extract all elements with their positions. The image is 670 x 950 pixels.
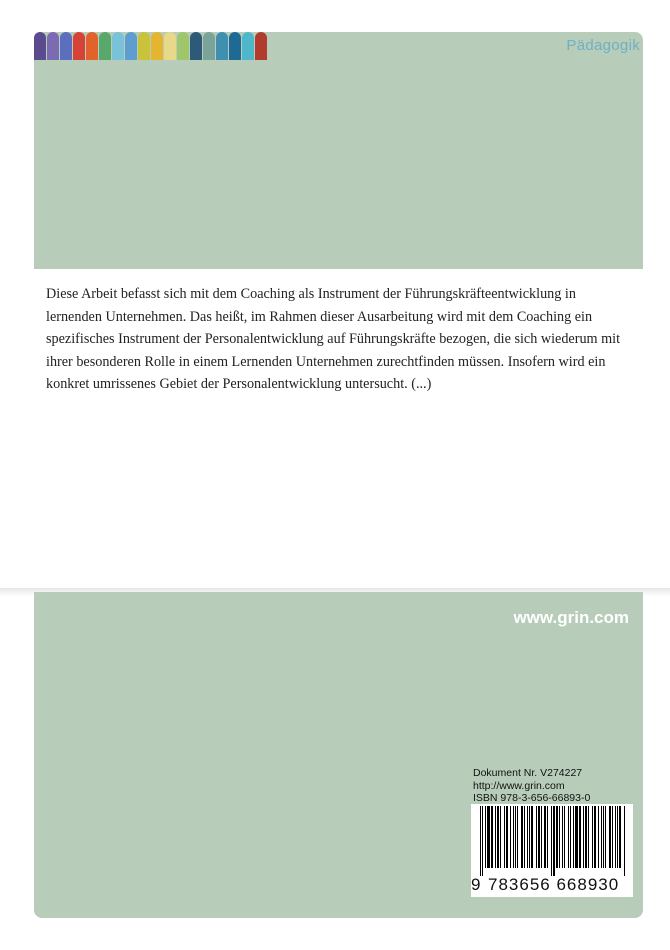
- barcode-bar: [547, 806, 548, 868]
- barcode-bar: [504, 806, 505, 868]
- document-info: [473, 767, 590, 805]
- barcode-bar: [598, 806, 599, 868]
- publisher-url: http://www.grin.com: [473, 779, 565, 792]
- barcode-bar: [487, 806, 490, 868]
- color-stripe: [73, 32, 85, 60]
- barcode-bar: [482, 806, 483, 876]
- color-stripe: [164, 32, 176, 60]
- color-stripe: [99, 32, 111, 60]
- barcode-bar: [573, 806, 574, 868]
- color-stripe: [47, 32, 59, 60]
- barcode-bar: [579, 806, 581, 868]
- barcode-bar: [497, 806, 499, 868]
- barcode-bar: [575, 806, 578, 868]
- color-stripe: [112, 32, 124, 60]
- color-stripe: [203, 32, 215, 60]
- barcode-bar: [531, 806, 533, 868]
- color-stripe: [60, 32, 72, 60]
- barcode-bar: [556, 806, 558, 868]
- barcode-bar: [538, 806, 540, 868]
- barcode-bar: [612, 806, 613, 868]
- color-stripe: [242, 32, 254, 60]
- barcode-bar: [592, 806, 593, 868]
- barcode-bar: [605, 806, 606, 868]
- barcode-bar: [485, 806, 486, 868]
- isbn: ISBN 978-3-656-66893-0: [473, 792, 591, 804]
- barcode-digits: 783656 668930: [488, 875, 620, 894]
- barcode-bar: [480, 806, 481, 876]
- barcode-bar: [551, 806, 552, 876]
- book-description: Diese Arbeit befasst sich mit dem Coaching als Instrument der Führungskräfteentwicklung in lernenden Unternehmen. Das heißt, im Rahmen dieser Ausarbeitung wird mit dem Coaching ein spezifisches Instrument der Personalentwicklung auf Führungskräfte bezogen, die sich wiederum mit ihrer besonderen Rolle in einem Lernenden Unternehmen zurechtfinden müssen. Insofern wird ein konkret umrissenes Gebiet der Personalentwicklung untersucht. (...): [46, 286, 621, 392]
- barcode-bar: [559, 806, 560, 868]
- publisher-website: www.grin.com: [513, 608, 629, 627]
- barcode-bar: [570, 806, 571, 868]
- color-stripe: [125, 32, 137, 60]
- color-stripe: [190, 32, 202, 60]
- color-stripes: [34, 32, 268, 60]
- barcode-bar: [500, 806, 501, 868]
- barcode-bar: [491, 806, 493, 868]
- barcode-bar: [617, 806, 618, 868]
- color-stripe: [177, 32, 189, 60]
- barcode-bar: [529, 806, 530, 868]
- barcode-bar: [536, 806, 537, 868]
- barcode-bar: [609, 806, 611, 868]
- barcode-bar: [517, 806, 518, 868]
- barcode-bar: [603, 806, 604, 868]
- color-stripe: [255, 32, 267, 60]
- barcode-bar: [585, 806, 587, 868]
- barcode-bar: [544, 806, 546, 868]
- barcode-bar: [506, 806, 508, 868]
- barcode-bar: [521, 806, 523, 868]
- document-number: Dokument Nr. V274227: [473, 767, 583, 779]
- barcode: [471, 804, 633, 897]
- color-stripe: [216, 32, 228, 60]
- barcode-bars: [480, 806, 626, 876]
- barcode-bar: [495, 806, 496, 868]
- barcode-bar: [588, 806, 589, 868]
- barcode-bar: [615, 806, 616, 868]
- barcode-bar: [553, 806, 555, 876]
- barcode-bar: [624, 806, 625, 876]
- color-stripe: [229, 32, 241, 60]
- barcode-bar: [541, 806, 542, 868]
- barcode-bar: [562, 806, 563, 868]
- barcode-bar: [583, 806, 584, 868]
- barcode-bar: [564, 806, 565, 868]
- barcode-bar: [594, 806, 596, 868]
- color-stripe: [86, 32, 98, 60]
- color-stripe: [34, 32, 46, 60]
- barcode-bar: [619, 806, 621, 868]
- cover-top-panel: [34, 32, 643, 269]
- barcode-bar: [527, 806, 528, 868]
- barcode-bar: [515, 806, 516, 868]
- barcode-bar: [513, 806, 514, 868]
- color-stripe: [151, 32, 163, 60]
- barcode-bar: [510, 806, 511, 868]
- category-label: Pädagogik: [566, 37, 640, 54]
- barcode-bar: [524, 806, 525, 868]
- color-stripe: [138, 32, 150, 60]
- barcode-first-digit: 9: [471, 875, 482, 894]
- barcode-bar: [601, 806, 602, 868]
- barcode-bar: [568, 806, 569, 868]
